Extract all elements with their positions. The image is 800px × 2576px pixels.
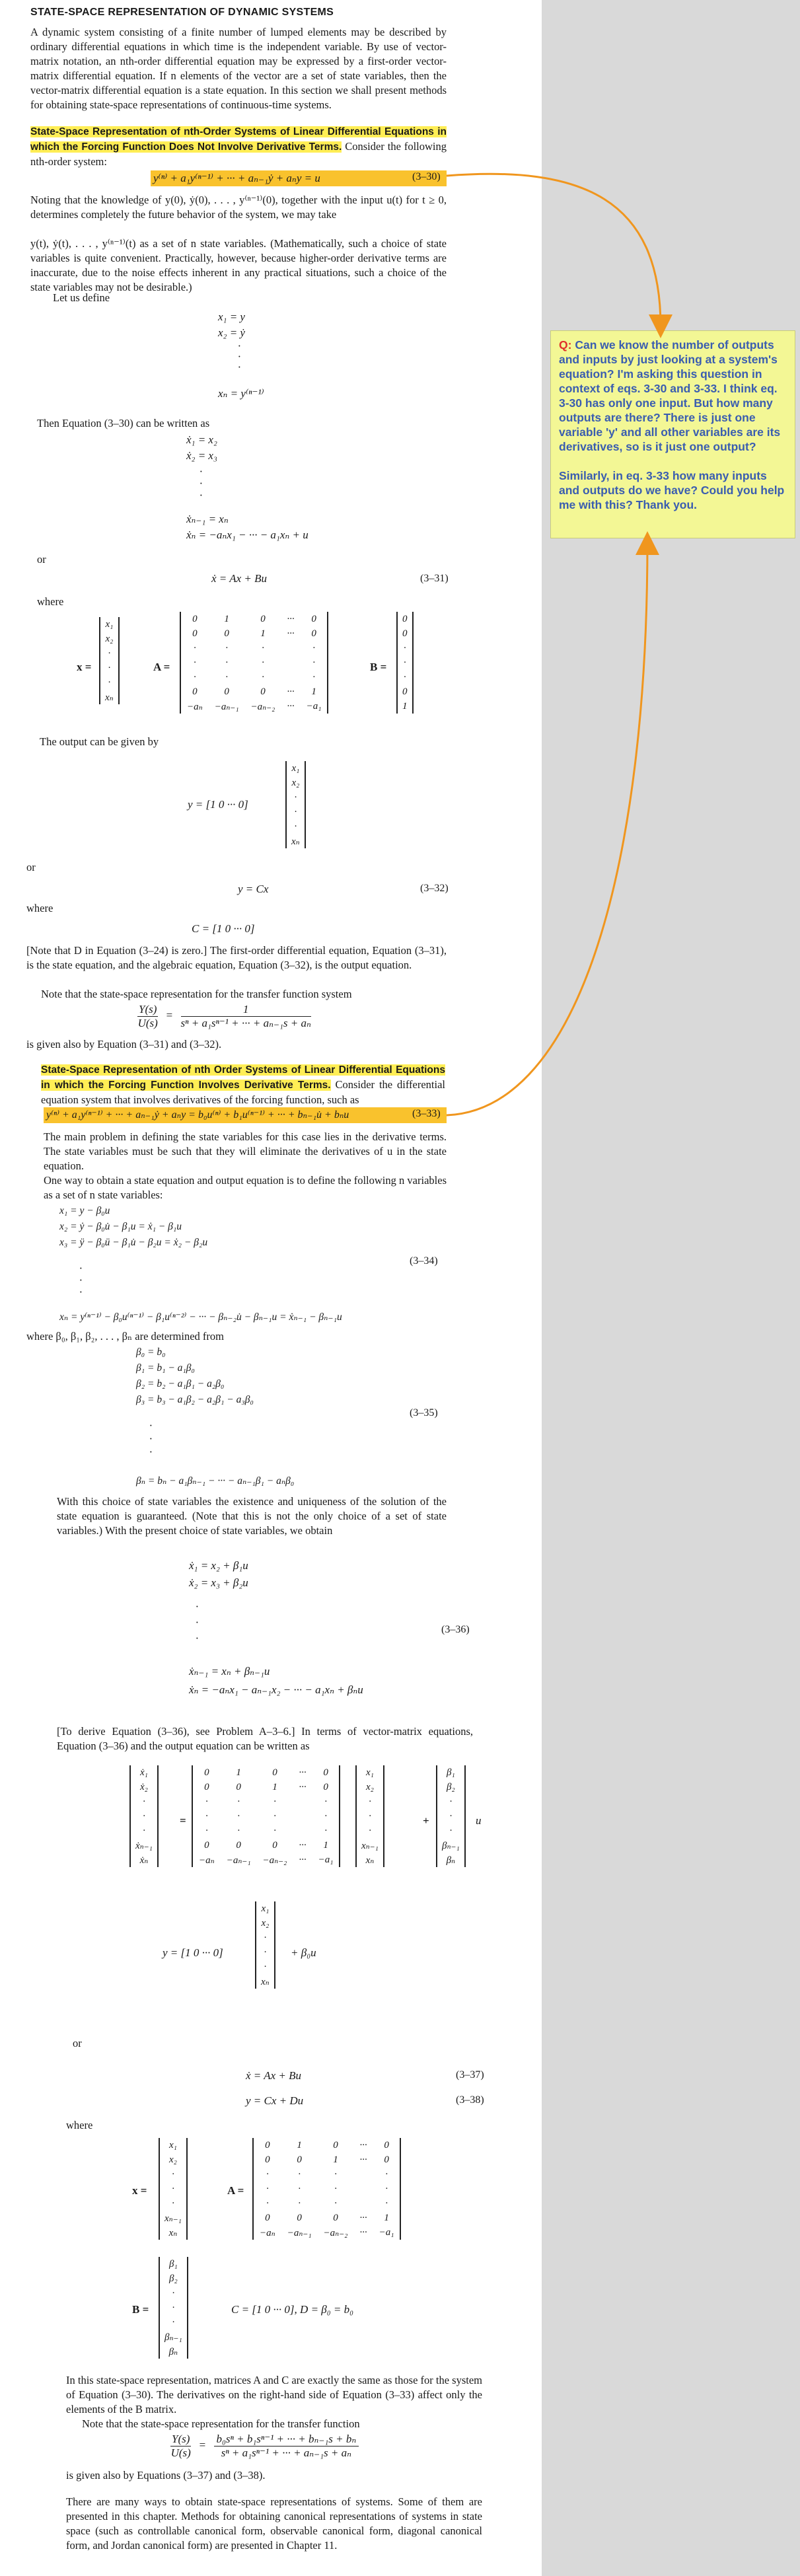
arrow-eq-3-30: [447, 174, 661, 326]
a-matrix-2-cell: ·: [205, 1825, 208, 1836]
a-matrix-3-cell: ···: [359, 2212, 367, 2223]
a-matrix-2-cell: ·: [237, 1825, 240, 1836]
a-matrix-2-cell: 0: [204, 1839, 209, 1851]
a-matrix-cell: 1: [224, 613, 229, 624]
beta-vector-entry: β₂: [447, 1781, 455, 1792]
in-this-paragraph: In this state-space representation, matrices A and C are exactly the same as those for the system of Equation (3–30). The derivatives on the right-hand side of Equation (3–33) affect only the elements of the B matrix.: [66, 2374, 482, 2415]
given-by-2: is given also by Equations (3–37) and (3–38).: [66, 2469, 266, 2482]
a-matrix-cell: 0: [224, 628, 229, 639]
output-x-vector-entry: x₂: [291, 777, 300, 788]
note-d-paragraph: [Note that D in Equation (3–24) is zero.] The first-order differential equation, Equation (3–31), is the state equation, and the algebraic equation, Equation (3–32), is the output equation.: [26, 944, 447, 971]
x-vector-4-entry: xₙ₋₁: [164, 2213, 182, 2224]
b-beta-vector-entry: ·: [172, 2302, 175, 2313]
equation-3-30-number: (3–30): [412, 171, 441, 182]
a-matrix-2-cell: 0: [272, 1839, 277, 1851]
let-us-define: Let us define: [53, 291, 110, 304]
x-vector-2-entry: x₂: [366, 1781, 374, 1792]
a-matrix-2-cell: 0: [236, 1839, 241, 1851]
a-matrix-cell: ·: [225, 642, 228, 653]
a-matrix-3-cell: ·: [266, 2197, 269, 2209]
x-vector-2-entry: ·: [369, 1796, 371, 1807]
x-vector-2-entry: x₁: [366, 1767, 374, 1778]
a-matrix-2-cell: 0: [204, 1781, 209, 1792]
a-matrix-cell: ···: [287, 700, 295, 712]
x-vector-entry: ·: [108, 677, 111, 688]
a-matrix-3-cell: 0: [265, 2154, 270, 2165]
or-label-3: or: [73, 2037, 82, 2049]
note-transfer-function-2: Note that the state-space representation for the transfer function: [82, 2417, 360, 2430]
with-choice-paragraph: With this choice of state variables the existence and uniqueness of the solution of the state equation is guaranteed. (Note that this is not the only choice of a set of state variables.) With the present choice of state variables, we obtain: [57, 1495, 447, 1537]
x-vector-2-entry: ·: [369, 1810, 371, 1822]
where-label-2: where: [26, 902, 54, 914]
equation-3-35-number: (3–35): [410, 1407, 438, 1418]
beta-vector-entry: βₙ: [446, 1855, 456, 1866]
then-equation-text: Then Equation (3–30) can be written as: [37, 417, 210, 429]
where-label-1: where: [37, 595, 64, 608]
b-vector-entry: ·: [403, 642, 406, 653]
a-matrix-3-cell: ···: [359, 2226, 367, 2238]
transfer-function-1: $\frac{Y(s)}{U(s)}$ = $\frac{1}{\text{sⁿ + a₁sⁿ⁻¹ + ··· + aₙ₋₁s + aₙ}}$: [137, 1003, 311, 1029]
b-beta-vector-entry: β₁: [169, 2258, 178, 2269]
x-vector-4-entry: ·: [172, 2168, 174, 2180]
c-matrix-definition: C = [1 0 ··· 0]: [192, 922, 255, 935]
output-x-vector-entry: xₙ: [291, 836, 300, 847]
a-matrix-cell: ·: [225, 657, 228, 668]
a-matrix-2-cell: ·: [273, 1810, 276, 1822]
x-vector-4-entry: x₁: [169, 2139, 177, 2151]
a-matrix-3-cell: ···: [359, 2139, 367, 2151]
a-matrix-2-cell: −aₙ₋₁: [226, 1855, 251, 1866]
b-vector-entry: 0: [402, 613, 408, 624]
equation-3-31: ẋ = Ax + Bu: [211, 572, 267, 585]
xdot-vector-entry: ẋₙ₋₁: [135, 1840, 153, 1851]
a-matrix-3-cell: ·: [385, 2183, 388, 2194]
a-matrix-cell: 0: [260, 613, 266, 624]
a-matrix-2-cell: 0: [323, 1767, 328, 1778]
equation-3-37-number: (3–37): [456, 2069, 484, 2080]
a-matrix-cell: 0: [224, 686, 229, 697]
xdot-vector-entry: ẋ₂: [140, 1781, 148, 1792]
a-matrix-2-cell: 0: [272, 1767, 277, 1778]
a-matrix-cell: ·: [262, 671, 264, 682]
heading2-tail: Consider the differential equation system that involves derivatives of the forcing function, such as: [41, 1078, 445, 1106]
x-vector-2-entry: xₙ: [365, 1855, 375, 1866]
beta-intro: where β₀, β₁, β₂, . . . , βₙ are determined from: [26, 1330, 224, 1343]
input-u: u: [476, 1814, 482, 1827]
transfer-function-2: $\frac{Y(s)}{U(s)}$ = $\frac{\text{b₀sⁿ + b₁sⁿ⁻¹ + ··· + bₙ₋₁s + bₙ}}{\text{sⁿ + a₁sⁿ⁻¹ + ··· + aₙ₋₁s + aₙ}}$: [170, 2433, 359, 2460]
knowledge-paragraph: Noting that the knowledge of y(0), ẏ(0), . . . , y⁽ⁿ⁻¹⁾(0), together with the input u(t) for t ≥ 0, determines completely the future behavior of the system, we may take: [30, 194, 447, 221]
x-vector-entry: xₙ: [105, 692, 114, 703]
a-matrix-3-cell: ·: [385, 2168, 388, 2180]
equation-3-37: ẋ = Ax + Bu: [246, 2069, 301, 2082]
xdot-vector-entry: ·: [143, 1810, 145, 1822]
x-symbol: x =: [77, 661, 92, 673]
where-label-3: where: [66, 2119, 93, 2131]
a-matrix-2-cell: ·: [205, 1810, 208, 1822]
note-transfer-function: Note that the state-space representation for the transfer function system: [41, 988, 352, 1000]
equation-3-30[interactable]: y⁽ⁿ⁾ + a₁y⁽ⁿ⁻¹⁾ + ··· + aₙ₋₁ẏ + aₙy = u: [151, 170, 447, 186]
section-title: STATE-SPACE REPRESENTATION OF DYNAMIC SYSTEMS: [30, 7, 334, 18]
a-matrix-3-cell: ·: [266, 2168, 269, 2180]
x-vector-4-entry: ·: [172, 2183, 174, 2194]
a-matrix-cell: −aₙ₋₂: [250, 701, 275, 712]
x-vector-entry: ·: [108, 647, 111, 659]
a-matrix-cell: −aₙ₋₁: [214, 701, 239, 712]
a-matrix-2-cell: ···: [299, 1839, 307, 1851]
given-by-1: is given also by Equation (3–31) and (3–32).: [26, 1038, 222, 1050]
output-x-vector-2-entry: xₙ: [261, 1976, 270, 1987]
a-matrix-3-cell: ·: [298, 2168, 301, 2180]
or-label-2: or: [26, 861, 36, 873]
b-beta-vector-entry: βₙ: [168, 2346, 178, 2357]
a-matrix-cell: 1: [260, 628, 266, 639]
a-matrix-3-cell: −aₙ₋₂: [323, 2227, 348, 2238]
equation-3-34-number: (3–34): [410, 1255, 438, 1267]
output-feedthrough: + β₀u: [291, 1946, 316, 1959]
xdot-vector-entry: ẋₙ: [139, 1855, 149, 1866]
a-matrix-2-cell: 0: [204, 1767, 209, 1778]
a-matrix-2-cell: ···: [299, 1767, 307, 1778]
a-matrix-2-cell: −aₙ: [199, 1855, 215, 1866]
a-matrix-3-cell: −a₁: [379, 2226, 394, 2238]
b-beta-vector-entry: β₂: [169, 2273, 178, 2284]
a-matrix-2-cell: ···: [299, 1854, 307, 1865]
one-way-paragraph: One way to obtain a state equation and output equation is to define the following n variables as a set of n state variables:: [44, 1174, 447, 1201]
a-matrix-cell: ···: [287, 628, 295, 639]
output-x-vector-entry: ·: [294, 821, 297, 832]
beta-vector-entry: ·: [449, 1796, 453, 1807]
a-matrix-cell: 0: [192, 613, 198, 624]
xdot-vector-entry: ·: [143, 1825, 145, 1836]
a-matrix-2-cell: ·: [205, 1796, 208, 1807]
equation-3-38-number: (3–38): [456, 2094, 484, 2106]
a-matrix-3-cell: 1: [384, 2212, 389, 2223]
a-matrix-2-cell: ···: [299, 1781, 307, 1792]
equation-3-31-number: (3–31): [420, 573, 449, 584]
heading1: State-Space Representation of nth-Order Systems of Linear Differential Equations in which the Forcing Function Does Not Involve Derivative Terms.: [30, 126, 447, 153]
x-vector-entry: x₂: [105, 633, 114, 644]
a-matrix-3-cell: 0: [384, 2139, 389, 2151]
x-vector-2-entry: xₙ₋₁: [361, 1840, 379, 1851]
a-matrix-cell: 0: [192, 686, 198, 697]
a-matrix-2-cell: −aₙ₋₂: [262, 1855, 287, 1866]
question-text: Can we know the number of outputs and inputs by just looking at a system's equation? I'm asking this question in context of eqs. 3-30 and 3-33. I think eq. 3-30 has only one input. But how many outputs are there? There is just one variable 'y' and all other variables are its derivatives, so is it just one output?: [559, 338, 781, 453]
a-matrix-cell: ·: [193, 671, 196, 682]
x-vector-4-entry: xₙ: [168, 2227, 178, 2238]
a-matrix-cell: −aₙ: [187, 701, 203, 712]
a-matrix-cell: ·: [312, 642, 315, 653]
equation-3-32-number: (3–32): [420, 883, 449, 894]
x-vector-entry: x₁: [105, 618, 114, 630]
a-matrix-cell: 0: [311, 613, 316, 624]
a-matrix-3-cell: ·: [334, 2197, 337, 2209]
a-matrix-2-cell: 1: [323, 1839, 328, 1851]
a-matrix-cell: ·: [262, 642, 264, 653]
beta-vector-entry: ·: [449, 1825, 453, 1836]
output-x-vector-entry: ·: [294, 806, 297, 817]
a-matrix-2-cell: ·: [237, 1810, 240, 1822]
a-matrix-cell: 0: [311, 628, 316, 639]
x-vector-entry: ·: [108, 662, 111, 673]
output-x-vector-2-entry: ·: [264, 1946, 267, 1958]
a-matrix-3-cell: 1: [297, 2139, 302, 2151]
a-matrix-2-cell: ·: [324, 1810, 327, 1822]
question-label: Q:: [559, 338, 572, 351]
a-matrix-3-cell: 0: [297, 2154, 302, 2165]
x-vector-2-entry: ·: [369, 1825, 371, 1836]
intro-paragraph: A dynamic system consisting of a finite number of lumped elements may be described by ordinary differential equations in which time is the independent variable. By use of vector-matrix notation, an nth-order differential equation may be expressed by a first-order vector-matrix differential equation. If n elements of the vector are a set of state variables, then the vector-matrix differential equation is a state equation. In this section we shall present methods for obtaining state-space representations of continuous-time systems.: [30, 26, 447, 111]
a-matrix-cell: ·: [193, 642, 196, 653]
output-row-2: y = [1 0 ··· 0]: [163, 1946, 223, 1959]
beta-vector-entry: β₁: [447, 1767, 455, 1778]
heading2: State-Space Representation of nth Order Systems of Linear Differential Equations in which the Forcing Function Involves Derivative Terms.: [41, 1064, 445, 1091]
a-matrix-cell: −a₁: [306, 700, 322, 712]
a-matrix-3-cell: ·: [266, 2183, 269, 2194]
a-matrix-cell: ·: [262, 657, 264, 668]
output-x-vector-entry: ·: [294, 791, 297, 803]
a-matrix-2-cell: ·: [324, 1825, 327, 1836]
a-matrix-cell: ·: [312, 671, 315, 682]
a-matrix-cell: ·: [312, 657, 315, 668]
c-d-definition: C = [1 0 ··· 0], D = β₀ = b₀: [231, 2303, 354, 2316]
a-matrix-3-cell: ·: [298, 2183, 301, 2194]
a-matrix-cell: 0: [260, 686, 266, 697]
a-matrix-2-cell: ·: [273, 1796, 276, 1807]
document-page: STATE-SPACE REPRESENTATION OF DYNAMIC SYSTEMS A dynamic system consisting of a finite number of lumped elements may be described by ordinary differential equations in which time is the independent variable. By use of vector-matrix notation, an nth-order differential equation may be expressed by a first-order vector-matrix differential equation. If n elements of the vector are a set of state variables, then the vector-matrix differential equation is a state equation. In this section we shall present methods for obtaining state-space representations of continuous-time systems. State-Space Representation of nth-Order Systems of Linear Differential Equations in which the Forcing Function Does Not Involve Derivative Terms. Consider the following nth-order system: y⁽ⁿ⁾ + a₁y⁽ⁿ⁻¹⁾ + ··· + aₙ₋₁ẏ + aₙy = u (3–30) Noting that the knowledge of y(0), ẏ(0), . . . , y⁽ⁿ⁻¹⁾(0), together with the input u(t) for t ≥ 0, determines completely the future behavior of the system, we may take y(t), ẏ(t), . . . , y⁽ⁿ⁻¹⁾(t) as a set of n state variables. (Mathematically, such a choice of state variables is quite convenient. Practically, however, because higher-order derivative terms are inaccurate, due to the noise effects inherent in any practical situations, such a choice of the state variables may not be desirable.) Let us define x₁ = y x₂ = ẏ · · · xₙ = y⁽ⁿ⁻¹⁾ Then Equation (3–30) can be written as ẋ₁ = x₂ ẋ₂ = x₃ · · · ẋₙ₋₁ = xₙ ẋₙ = −aₙx₁ − ··· − a₁xₙ + u or ẋ = Ax + Bu (3–31) where x = x₁ x₂ · · · xₙ A = 0 1 0 ··· 0 0 0 1 ··· 0 · · · · · · · · · · · · 0 0 0 ··· 1 −aₙ −aₙ₋₁ −aₙ₋₂ ··· −a₁ B = 0 0 · · · 0 1 The output can be given by y = [1 0 ··· 0] x₁ x₂ · · · xₙ or y = Cx (3–32) where C = [1 0 ··· 0] [Note that D in Equation (3–24) is zero.] The first-order differential equation, Equation (3–31), is the state equation, and the algebraic equation, Equation (3–32), is the output equation. Note that the state-space representation for the transfer function system $\frac{Y(s)}{U(s)}$ = $\frac{1}{\text{sⁿ + a₁sⁿ⁻¹ + ··· + aₙ₋₁s + aₙ}}$ is given also by Equation (3–31) and (3–32). State-Space Representation of nth Order Systems of Linear Differential Equations in which the Forcing Function Involves Derivative Terms. Consider the differential equation system that involves derivatives of the forcing function, such as y⁽ⁿ⁾ + a₁y⁽ⁿ⁻¹⁾ + ··· + aₙ₋₁ẏ + aₙy = b₀u⁽ⁿ⁾ + b₁u⁽ⁿ⁻¹⁾ + ··· + bₙ₋₁u̇ + bₙu (3–33) The main problem in defining the state variables for this case lies in the derivative terms. The state variables must be such that they will eliminate the derivatives of u in the state equation. One way to obtain a state equation and output equation is to define the following n variables as a set of n state variables: x₁ = y − β₀u x₂ = ẏ − β₀u̇ − β₁u = ẋ₁ − β₁u x₃ = ÿ − β₀ü − β₁u̇ − β₂u = ẋ₂ − β₂u · · · xₙ = y⁽ⁿ⁻¹⁾ − β₀u⁽ⁿ⁻¹⁾ − β₁u⁽ⁿ⁻²⁾ − ··· − βₙ₋₂u̇ − βₙ₋₁u = ẋₙ₋₁ − βₙ₋₁u (3–34) where β₀, β₁, β₂, . . . , βₙ are determined from β₀ = b₀ β₁ = b₁ − a₁β₀ β₂ = b₂ − a₁β₁ − a₂β₀ β₃ = b₃ − a₁β₂ − a₂β₁ − a₃β₀ · · · βₙ = bₙ − a₁βₙ₋₁ − ··· − aₙ₋₁β₁ − aₙβ₀ (3–35) With this choice of state variables the existence and uniqueness of the solution of the state equation is guaranteed. (Note that this is not the only choice of a set of state variables.) With the present choice of state variables, we obtain ẋ₁ = x₂ + β₁u ẋ₂ = x₃ + β₂u · · · ẋₙ₋₁ = xₙ + βₙ₋₁u ẋₙ = −aₙx₁ − aₙ₋₁x₂ − ··· − a₁xₙ + βₙu (3–36) [To derive Equation (3–36), see Problem A–3–6.] In terms of vector-matrix equations, Equation (3–36) and the output equation can be written as ẋ₁ ẋ₂ · · · ẋₙ₋₁ ẋₙ = 0 1 0 ··· 0 0 0 1 ··· 0 · · · · · · · · · · · · 0 0 0 ··· 1 −aₙ −aₙ₋₁ −aₙ₋₂ ··· −a₁ x₁ x₂ · · · xₙ₋₁ xₙ + β₁ β₂ · · · βₙ₋₁ βₙ u y = [1 0 ··· 0] x₁ x₂ · · · xₙ + β₀u or ẋ = Ax + Bu (3–37) y = Cx + Du (3–38) where x = x₁ x₂ · · · xₙ₋₁ xₙ A = 0 1 0 ··· 0 0 0 1 ··· 0 · · · · · · · · · · · · 0 0 0 ··· 1 −aₙ −aₙ₋₁ −aₙ₋₂ ··· −a₁ B = β₁ β₂ · · · βₙ₋₁ βₙ C = [1 0 ··· 0], D = β₀ = b₀ In this state-space representation, matrices A and C are exactly the same as those for the system of Equation (3–30). The derivatives on the right-hand side of Equation (3–33) affect only the elements of the B matrix. Note that the state-space representation for the transfer function $\frac{Y(s)}{U(s)}$ = $\frac{\text{b₀sⁿ + b₁sⁿ⁻¹ + ··· + bₙ₋₁s + bₙ}}{\text{sⁿ + a₁sⁿ⁻¹ + ··· + aₙ₋₁s + aₙ}}$ is given also by Equations (3–37) and (3–38). There are many ways to obtain state-space representations of systems. Some of them are presented in this chapter. Methods for obtaining canonical representations of systems in state space (such as controllable canonical form, observable canonical form, diagonal canonical form, and Jordan canonical form) are presented in Chapter 11.: [0, 0, 542, 2576]
b-vector-entry: 0: [402, 686, 408, 697]
derive-paragraph: [To derive Equation (3–36), see Problem A–3–6.] In terms of vector-matrix equations, Equation (3–36) and the output equation can be written as: [57, 1725, 473, 1752]
a-matrix-cell: 1: [311, 686, 316, 697]
x-vector-4-entry: x₂: [169, 2154, 177, 2165]
xdot-vector-entry: ·: [143, 1796, 145, 1807]
a-matrix-3-cell: 1: [333, 2154, 338, 2165]
a-matrix-3-cell: ·: [385, 2197, 388, 2209]
main-problem-paragraph: The main problem in defining the state variables for this case lies in the derivative terms. The state variables must be such that they will eliminate the derivatives of u in the state equation.: [44, 1130, 447, 1172]
a-matrix-3-cell: 0: [265, 2139, 270, 2151]
a-matrix-3-cell: 0: [265, 2212, 270, 2223]
x-vector-4-entry: ·: [172, 2197, 174, 2209]
beta-vector-entry: βₙ₋₁: [442, 1840, 460, 1851]
a-matrix-3-cell: −aₙ₋₁: [287, 2227, 312, 2238]
a-matrix-3-cell: ·: [298, 2197, 301, 2209]
equation-3-33-number: (3–33): [412, 1108, 441, 1119]
question-text-2: Similarly, in eq. 3-33 how many inputs and outputs do we have? Could you help me with this? Thank you.: [559, 469, 785, 511]
a-matrix-3-cell: ·: [334, 2183, 337, 2194]
xdot-vector-entry: ẋ₁: [140, 1767, 148, 1778]
arrow-eq-3-33: [447, 543, 647, 1115]
output-x-vector-2-entry: x₂: [261, 1917, 270, 1929]
b-vector-entry: ·: [403, 671, 406, 682]
a-matrix-cell: ·: [193, 657, 196, 668]
a-matrix-cell: ···: [287, 613, 295, 624]
output-row: y = [1 0 ··· 0]: [188, 798, 248, 811]
a-matrix-cell: ···: [287, 686, 295, 697]
output-text: The output can be given by: [40, 735, 159, 748]
a-matrix-2-cell: 1: [272, 1781, 277, 1792]
beta-vector-entry: ·: [449, 1810, 453, 1822]
b-beta-vector-entry: ·: [172, 2287, 175, 2299]
a-matrix-3-cell: 0: [384, 2154, 389, 2165]
b-vector-entry: 0: [402, 628, 408, 639]
a-matrix-2-cell: 0: [323, 1781, 328, 1792]
a-matrix-3-cell: ···: [359, 2154, 367, 2165]
a-matrix-3-cell: 0: [333, 2212, 338, 2223]
a-matrix-2-cell: 0: [236, 1781, 241, 1792]
b-beta-vector-entry: ·: [172, 2316, 175, 2328]
heading1-tail: Consider the following nth-order system:: [30, 140, 447, 168]
equation-3-36-number: (3–36): [441, 1624, 470, 1635]
a-matrix-cell: ·: [225, 671, 228, 682]
equation-3-38: y = Cx + Du: [246, 2094, 304, 2107]
equation-3-32: y = Cx: [238, 883, 269, 895]
output-x-vector-entry: x₁: [291, 762, 300, 774]
a-matrix-2-cell: ·: [273, 1825, 276, 1836]
b-vector-entry: ·: [403, 657, 406, 668]
closing-paragraph: There are many ways to obtain state-space representations of systems. Some of them are presented in this chapter. Methods for obtaining canonical representations of systems in state space (such as controllable canonical form, observable canonical form, diagonal canonical form, and Jordan canonical form) are presented in Chapter 11.: [66, 2495, 482, 2552]
a-matrix-2-cell: 1: [236, 1767, 241, 1778]
a-matrix-3-cell: 0: [297, 2212, 302, 2223]
a-matrix-3-cell: ·: [334, 2168, 337, 2180]
or-label-1: or: [37, 553, 46, 566]
a-matrix-3-cell: −aₙ: [260, 2227, 275, 2238]
output-x-vector-2-entry: x₁: [261, 1903, 270, 1914]
b-beta-vector-entry: βₙ₋₁: [164, 2332, 182, 2343]
a-matrix-3-cell: 0: [333, 2139, 338, 2151]
knowledge-paragraph-2: y(t), ẏ(t), . . . , y⁽ⁿ⁻¹⁾(t) as a set of n state variables. (Mathematically, such a choice of state variables is quite convenient. Practically, however, because higher-order derivative terms are inaccurate, due to the noise effects inherent in any practical situations, such a choice of the state variables may not be desirable.): [30, 237, 447, 293]
a-matrix-2-cell: ·: [324, 1796, 327, 1807]
a-matrix-2-cell: −a₁: [318, 1854, 334, 1865]
equation-3-33[interactable]: y⁽ⁿ⁾ + a₁y⁽ⁿ⁻¹⁾ + ··· + aₙ₋₁ẏ + aₙy = b₀u⁽ⁿ⁾ + b₁u⁽ⁿ⁻¹⁾ + ··· + bₙ₋₁u̇ + bₙu: [44, 1107, 447, 1123]
output-x-vector-2-entry: ·: [264, 1932, 267, 1943]
b-vector-entry: 1: [402, 700, 408, 712]
a-matrix-cell: 0: [192, 628, 198, 639]
output-x-vector-2-entry: ·: [264, 1961, 267, 1972]
a-matrix-2-cell: ·: [237, 1796, 240, 1807]
